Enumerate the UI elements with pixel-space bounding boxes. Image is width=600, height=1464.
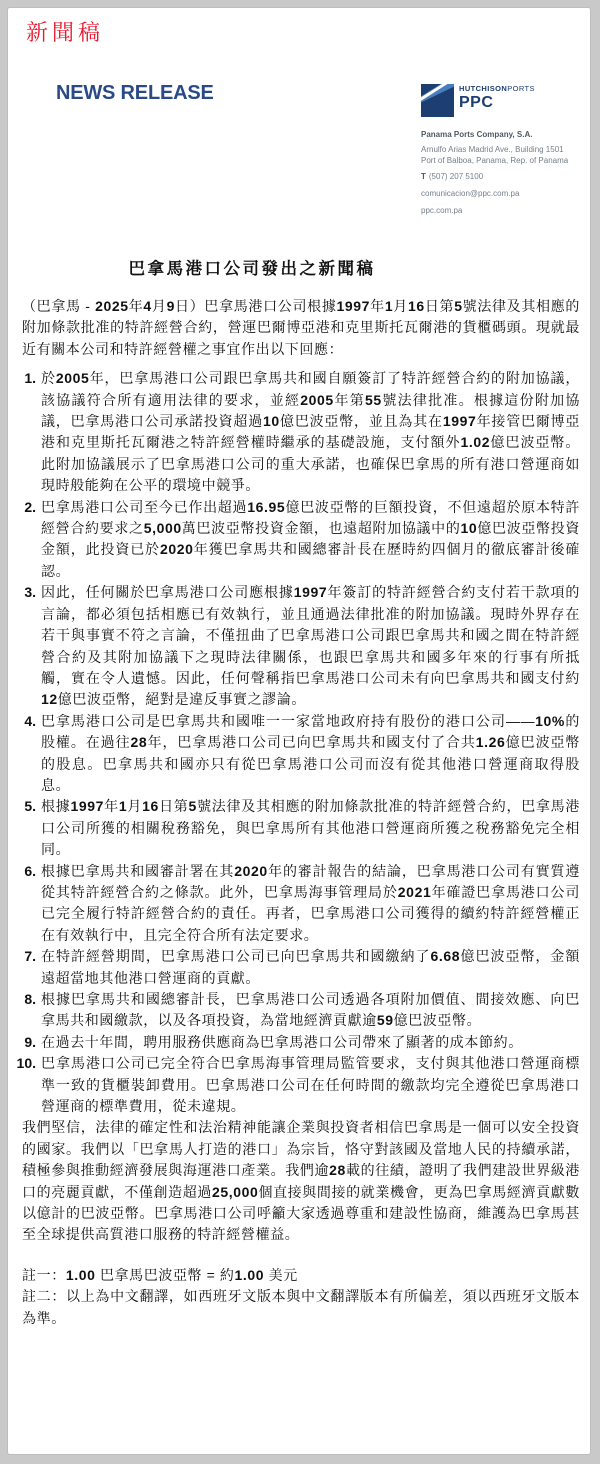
company-info bbox=[421, 130, 586, 215]
hutchison-ports-wordmark: HUTCHISONPORTS bbox=[459, 84, 535, 93]
brand-block bbox=[421, 84, 586, 215]
list-item-number: 2. bbox=[24, 498, 36, 515]
list-item-number: 7. bbox=[24, 948, 36, 965]
phone-label: T bbox=[421, 172, 426, 181]
list-item bbox=[15, 946, 580, 989]
list-item-number: 10. bbox=[16, 1055, 36, 1072]
list-item-text: 根據巴拿馬共和國審計署在其2020年的審計報告的結論，巴拿馬港口公司有實質遵從其特許經營合約之條款。此外，巴拿馬海事管理局於2021年確證巴拿馬港口公司已完全履行特許經營合約的責任。再者，巴拿馬港口公司獲得的續約特許經營權正在有效執行中，且完全符合所有法定要求。 bbox=[41, 862, 581, 943]
numbered-list bbox=[15, 368, 580, 1117]
list-item-text: 因此，任何關於巴拿馬港口公司應根據1997年簽訂的特許經營合約支付若干款項的言論，都必須包括相應已有效執行，並且通過法律批准的附加協議。現時外界存在若干與事實不符之言論，不僅扭曲了巴拿馬港口公司跟巴拿馬共和國之間在特許經營合約及其附加協議下之現時法律關係，也跟巴拿馬共和國多年來的行事有所抵觸，實在令人遺憾。因此，任何聲稱指巴拿馬港口公司未有向巴拿馬共和國支付約12億巴波亞幣，絕對是違反事實之謬論。 bbox=[41, 584, 581, 708]
list-item-text: 根據1997年1月16日第5號法律及其相應的附加條款批准的特許經營合約，巴拿馬港口公司所獲的相關稅務豁免，與巴拿馬所有其他港口營運商所獲之稅務豁免完全相同。 bbox=[41, 798, 580, 858]
footnote-line-1: 註一：1.00 巴拿馬巴波亞幣 = 約1.00 美元 bbox=[22, 1266, 298, 1283]
document-body bbox=[16, 296, 581, 1329]
list-item-number: 9. bbox=[24, 1033, 36, 1050]
list-item bbox=[15, 861, 580, 947]
brand-logo-row bbox=[421, 84, 586, 117]
list-item bbox=[15, 711, 580, 797]
list-item bbox=[15, 989, 580, 1032]
list-item bbox=[15, 1053, 580, 1117]
list-item-text: 巴拿馬港口公司是巴拿馬共和國唯一一家當地政府持有股份的港口公司——10%的股權。在過往28年，巴拿馬港口公司已向巴拿馬共和國支付了合共1.26億巴波亞幣的股息。巴拿馬共和國亦只有從巴拿馬港口公司而沒有從其他港口營運商取得股息。 bbox=[41, 712, 581, 793]
list-item bbox=[15, 1032, 580, 1053]
document-title: 巴拿馬港口公司發出之新聞稿 bbox=[128, 260, 376, 278]
list-item-text: 根據巴拿馬共和國總審計長，巴拿馬港口公司透過各項附加價值、間接效應、向巴拿馬共和國繳款，以及各項投資，為當地經濟貢獻逾59億巴波亞幣。 bbox=[41, 991, 580, 1029]
address-line-1: Arnulfo Arias Madrid Ave., Building 1501 bbox=[421, 145, 564, 154]
list-item-text: 巴拿馬港口公司已完全符合巴拿馬海事管理局監管要求，支付與其他港口營運商標準一致的貨櫃裝卸費用。巴拿馬港口公司在任何時間的繳款均完全遵從巴拿馬港口營運商的標準費用，從未違規。 bbox=[41, 1055, 580, 1115]
list-item-number: 1. bbox=[24, 370, 36, 387]
masthead-title: NEWS RELEASE bbox=[56, 82, 214, 104]
list-item bbox=[15, 796, 580, 860]
ppc-wordmark: PPC bbox=[459, 93, 494, 111]
list-item-text: 巴拿馬港口公司至今已作出超過16.95億巴波亞幣的巨額投資，不但遠超於原本特許經營合約要求之5,000萬巴波亞幣投資金額，也遠超附加協議中的10億巴波亞幣投資金額，此投資已於2020年獲巴拿馬共和國總審計長在歷時約四個月的徹底審計後確認。 bbox=[41, 498, 581, 579]
list-item-number: 8. bbox=[24, 991, 36, 1007]
document-page bbox=[7, 7, 591, 1455]
email-address: comunicacion@ppc.com.pa bbox=[421, 189, 520, 198]
list-item-text: 在特許經營期間，巴拿馬港口公司已向巴拿馬共和國繳納了6.68億巴波亞幣，金額遠超當地其他港口營運商的貢獻。 bbox=[41, 948, 580, 986]
intro-paragraph: （巴拿馬 - 2025年4月9日）巴拿馬港口公司根據1997年1月16日第5號法律及其相應的附加條款批准的特許經營合約，營運巴爾博亞港和克里斯托瓦爾港的貨櫃碼頭。現就最近有關本公司和特許經營權之事宜作出以下回應： bbox=[22, 298, 580, 357]
footnotes bbox=[22, 1265, 580, 1329]
hutchison-ports-logo-icon bbox=[421, 84, 454, 117]
list-item bbox=[15, 582, 580, 710]
brand-wordmark bbox=[459, 84, 535, 111]
footnote-line-2: 註二：以上為中文翻譯，如西班牙文版本與中文翻譯版本有所偏差，須以西班牙文版本為準。 bbox=[22, 1288, 580, 1326]
list-item-text: 在過去十年間，聘用服務供應商為巴拿馬港口公司帶來了顯著的成本節約。 bbox=[41, 1033, 523, 1050]
company-name: Panama Ports Company, S.A. bbox=[421, 130, 533, 139]
phone-number: (507) 207 5100 bbox=[428, 172, 484, 181]
list-item bbox=[15, 497, 580, 583]
list-item-number: 3. bbox=[24, 584, 36, 601]
list-item-text: 於2005年，巴拿馬港口公司跟巴拿馬共和國自願簽訂了特許經營合約的附加協議，該協議符合所有適用法律的要求，並經2005年第55號法律批准。根據這份附加協議，巴拿馬港口公司承諾投資超過10億巴波亞幣，並且為其在1997年接管巴爾博亞港和克里斯托瓦爾港之特許經營權時繼承的基礎設施，支付額外1.02億巴波亞幣。此附加協議展示了巴拿馬港口公司的重大承諾，也確保巴拿馬的所有港口營運商如現時般能夠在公平的環境中競爭。 bbox=[41, 370, 581, 494]
closing-paragraph: 我們堅信，法律的確定性和法治精神能讓企業與投資者相信巴拿馬是一個可以安全投資的國家。我們以「巴拿馬人打造的港口」為宗旨，恪守對該國及當地人民的持續承諾，積極參與推動經濟發展與海運港口產業。我們逾28載的往績，證明了我們建設世界級港口的亮麗貢獻，不僅創造超過25,000個直接與間接的就業機會，更為巴拿馬經濟貢獻數以億計的巴波亞幣。巴拿馬港口公司呼籲大家透過尊重和建設性協商，維護為巴拿馬甚至全球提供高質港口服務的特許經營權益。 bbox=[22, 1119, 580, 1243]
press-release-tag: 新聞稿 bbox=[26, 20, 105, 45]
website-url: ppc.com.pa bbox=[421, 206, 463, 215]
address-line-2: Port of Balboa, Panama, Rep. of Panama bbox=[421, 156, 569, 165]
list-item bbox=[15, 368, 580, 496]
phone-line bbox=[421, 172, 586, 181]
list-item-number: 6. bbox=[24, 862, 36, 879]
list-item-number: 5. bbox=[24, 798, 36, 815]
list-item-number: 4. bbox=[24, 712, 36, 729]
